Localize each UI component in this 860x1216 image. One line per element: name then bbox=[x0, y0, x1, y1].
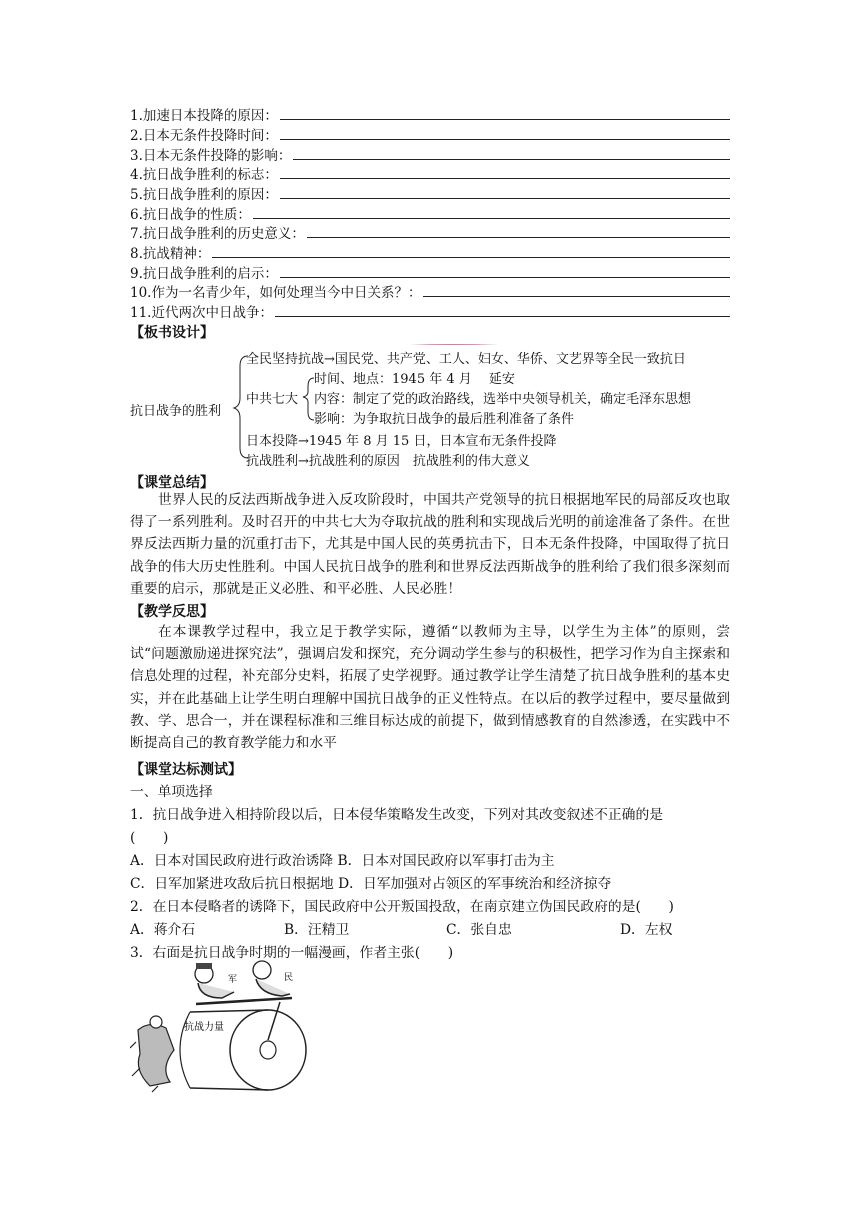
fill-in-row bbox=[130, 163, 730, 183]
board-branch-1: 全民坚持抗战→国民党、共产党、工人、妇女、华侨、文艺界等全民一致抗日 bbox=[246, 352, 686, 367]
test-heading: 【课堂达标测试】 bbox=[130, 762, 242, 778]
board-branch-2-item: 影响：为争取抗日战争的最后胜利准备了条件 bbox=[314, 412, 575, 427]
fill-in-row bbox=[130, 144, 730, 164]
fill-in-row bbox=[130, 242, 730, 262]
question-label: 1.加速日本投降的原因： bbox=[130, 108, 278, 124]
answer-blank[interactable] bbox=[280, 276, 730, 278]
question-2-option[interactable]: D．左权 bbox=[620, 922, 673, 938]
answer-blank[interactable] bbox=[307, 236, 730, 238]
question-label: 7.抗日战争胜利的历史意义： bbox=[130, 226, 305, 242]
svg-text:军: 军 bbox=[228, 975, 238, 985]
reflection-paragraph: 在本课教学过程中，我立足于教学实际，遵循“以教师为主导，以学生为主体”的原则，尝试“问题激励递进探究法”，强调启发和探究，充分调动学生参与的积极性，把学习作为自主探索和信息处理的过程，补充部分史料，拓展了史学视野。通过教学让学生清楚了抗日战争胜利的基本史实，并在此基础上让学生明白理解中国抗日战争的正义性特点。在以后的教学过程中，要尽量做到教、学、思合一，并在课程标准和三维目标达成的前提下，做到情感教育的自然渗透，在实践中不断提高自己的教育教学能力和水平 bbox=[130, 624, 730, 752]
board-branch-3: 日本投降→1945 年 8 月 15 日，日本宣布无条件投降 bbox=[246, 434, 557, 449]
fill-in-row bbox=[130, 104, 730, 124]
question-label: 11.近代两次中日战争： bbox=[130, 305, 273, 321]
answer-blank[interactable] bbox=[280, 118, 730, 120]
svg-text:民: 民 bbox=[284, 973, 294, 983]
board-branch-2-item: 内容：制定了党的政治路线，选举中央领导机关，确定毛泽东思想 bbox=[314, 392, 692, 407]
question-1-options-cd: C．日军加紧进攻敌后抗日根据地 D．日军加强对占领区的军事统治和经济掠夺 bbox=[130, 876, 612, 892]
answer-blank[interactable] bbox=[280, 138, 730, 140]
board-root: 抗日战争的胜利 bbox=[130, 404, 222, 419]
civilian-figure bbox=[253, 961, 271, 979]
board-branch-2-label: 中共七大 bbox=[246, 392, 299, 407]
question-2: 2．在日本侵略者的诱降下，国民政府中公开叛国投敌，在南京建立伪国民政府的是( ) bbox=[130, 899, 674, 915]
fill-in-row bbox=[130, 301, 730, 321]
answer-blank[interactable] bbox=[280, 177, 730, 179]
answer-blank[interactable] bbox=[423, 295, 730, 297]
board-branch-4: 抗战胜利→抗战胜利的原因 抗战胜利的伟大意义 bbox=[246, 454, 530, 469]
summary-paragraph: 世界人民的反法西斯战争进入反攻阶段时，中国共产党领导的抗日根据地军民的局部反攻也取得了一系列胜利。及时召开的中共七大为夺取抗战的胜利和实现战后光明的前途准备了条件。在世界反法西斯力量的沉重打击下，尤其是中国人民的英勇抗击下，日本无条件投降，中国取得了抗日战争的伟大历史性胜利。中国人民抗日战争的胜利和世界反法西斯战争的胜利给了我们很多深刻而重要的启示，那就是正义必胜、和平必胜、人民必胜！ bbox=[130, 492, 730, 597]
question-2-option[interactable]: A．蒋介石 bbox=[130, 922, 196, 938]
fill-in-row bbox=[130, 281, 730, 301]
question-3: 3．右面是抗日战争时期的一幅漫画，作者主张( ) bbox=[130, 945, 454, 961]
fill-in-row bbox=[130, 222, 730, 242]
answer-blank[interactable] bbox=[212, 256, 730, 258]
push-handle bbox=[196, 998, 292, 1004]
question-label: 6.抗日战争的性质： bbox=[130, 207, 251, 223]
fill-in-row bbox=[130, 124, 730, 144]
question-1-paren: ( ) bbox=[130, 830, 169, 846]
question-1-options-ab: A．日本对国民政府进行政治诱降 B．日本对国民政府以军事打击为主 bbox=[130, 853, 555, 869]
fill-in-row bbox=[130, 183, 730, 203]
answer-blank[interactable] bbox=[275, 315, 730, 317]
question-label: 8.抗战精神： bbox=[130, 246, 211, 262]
board-heading: 【板书设计】 bbox=[130, 325, 214, 341]
question-label: 3.日本无条件投降的影响： bbox=[130, 148, 292, 164]
question-label: 4.抗日战争胜利的标志： bbox=[130, 167, 278, 183]
board-branch-2-item: 时间、地点：1945 年 4 月 延安 bbox=[314, 372, 515, 387]
answer-blank[interactable] bbox=[280, 197, 730, 199]
question-label: 9.抗日战争胜利的启示： bbox=[130, 266, 278, 282]
question-1: 1．抗日战争进入相持阶段以后，日本侵华策略发生改变，下列对其改变叙述不正确的是 bbox=[130, 807, 664, 823]
answer-blank[interactable] bbox=[253, 217, 730, 219]
section-title: 一、单项选择 bbox=[130, 784, 213, 800]
question-2-option[interactable]: C．张自忠 bbox=[446, 922, 512, 938]
answer-blank[interactable] bbox=[293, 158, 730, 160]
question-label: 2.日本无条件投降时间： bbox=[130, 128, 278, 144]
cartoon-illustration bbox=[130, 958, 310, 1093]
fill-in-row bbox=[130, 262, 730, 282]
fill-in-row bbox=[130, 203, 730, 223]
question-label: 10.作为一名青少年，如何处理当今中日关系？： bbox=[130, 285, 422, 301]
sub-brace bbox=[303, 378, 314, 420]
board-diagram bbox=[130, 344, 740, 468]
reflection-heading: 【教学反思】 bbox=[130, 604, 214, 620]
question-label: 5.抗日战争胜利的原因： bbox=[130, 187, 278, 203]
summary-heading: 【课堂总结】 bbox=[130, 475, 214, 491]
question-2-option[interactable]: B．汪精卫 bbox=[284, 922, 350, 938]
crushed-enemy-figure bbox=[138, 1024, 174, 1086]
roller-label: 抗战力量 bbox=[184, 1022, 224, 1033]
